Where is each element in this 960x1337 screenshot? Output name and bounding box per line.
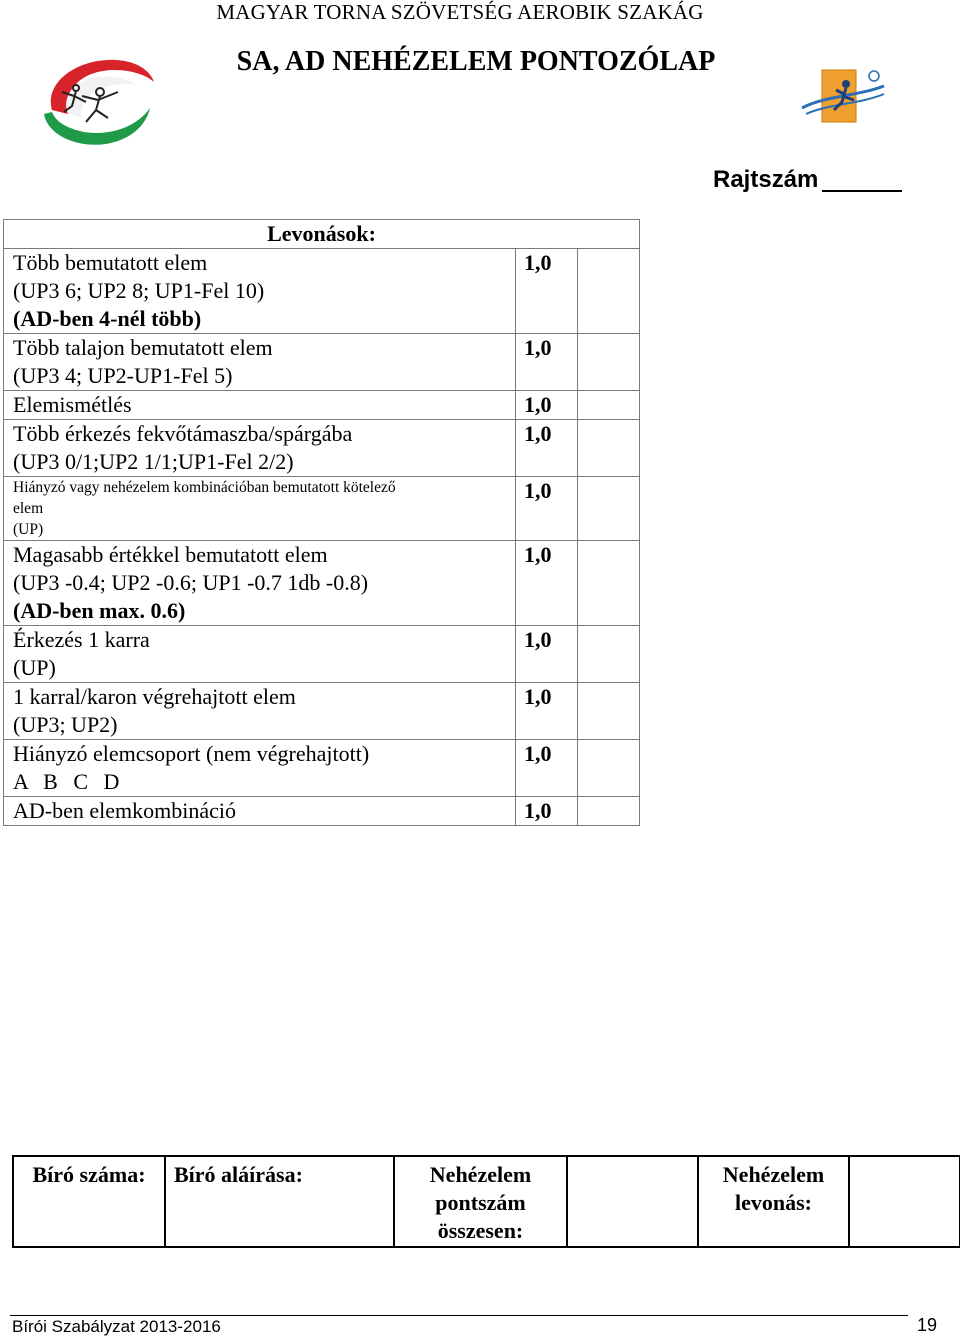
deduction-line: (UP) bbox=[13, 655, 56, 680]
deduction-row bbox=[4, 334, 640, 391]
deduction-entry-field[interactable] bbox=[578, 391, 640, 420]
deduction-line: (UP3 6; UP2 8; UP1-Fel 10) bbox=[13, 278, 265, 303]
deduction-line: Több érkezés fekvőtámaszba/spárgába bbox=[13, 421, 353, 446]
deduction-line: Elemismétlés bbox=[13, 392, 132, 417]
deduction-value: 1,0 bbox=[516, 740, 578, 797]
deduction-value: 1,0 bbox=[516, 334, 578, 391]
deduction-description bbox=[4, 249, 516, 334]
signature-table bbox=[12, 1155, 960, 1248]
judge-signature-label: Bíró aláírása: bbox=[165, 1156, 394, 1247]
deduction-line: AD-ben elemkombináció bbox=[13, 798, 236, 823]
deduction-value: 1,0 bbox=[516, 626, 578, 683]
deduction-row bbox=[4, 797, 640, 826]
deduction-value: 1,0 bbox=[516, 541, 578, 626]
deduction-entry-field[interactable] bbox=[578, 740, 640, 797]
deduction-line: Hiányzó elemcsoport (nem végrehajtott) bbox=[13, 741, 370, 766]
deduction-entry-field[interactable] bbox=[578, 249, 640, 334]
deduction-line: (UP3 0/1;UP2 1/1;UP1-Fel 2/2) bbox=[13, 449, 294, 474]
footer-title: Bírói Szabályzat 2013-2016 bbox=[12, 1317, 221, 1336]
deduction-line: (AD-ben max. 0.6) bbox=[13, 598, 186, 623]
footer-divider bbox=[10, 1315, 908, 1316]
deduction-line: (UP3 -0.4; UP2 -0.6; UP1 -0.7 1db -0.8) bbox=[13, 570, 369, 595]
deduction-row bbox=[4, 391, 640, 420]
deduction-entry-field[interactable] bbox=[578, 683, 640, 740]
deduction-entry-field[interactable] bbox=[578, 477, 640, 541]
deduction-line: Több talajon bemutatott elem bbox=[13, 335, 273, 360]
deduction-entry-field[interactable] bbox=[578, 420, 640, 477]
deductions-table bbox=[3, 219, 640, 826]
deduction-description bbox=[4, 391, 516, 420]
deduction-value: 1,0 bbox=[516, 683, 578, 740]
deduction-line: (UP) bbox=[13, 521, 44, 538]
deduction-line: A B C D bbox=[13, 769, 120, 794]
deduction-line: Több bemutatott elem bbox=[13, 250, 208, 275]
deduction-line: 1 karral/karon végrehajtott elem bbox=[13, 684, 296, 709]
deduction-row bbox=[4, 477, 640, 541]
deduction-row bbox=[4, 626, 640, 683]
deductions-header-row bbox=[4, 220, 640, 249]
deduction-entry-field[interactable] bbox=[578, 626, 640, 683]
deduction-row bbox=[4, 249, 640, 334]
deduction-row bbox=[4, 740, 640, 797]
deduction-description bbox=[4, 334, 516, 391]
judge-number-label: Bíró száma: bbox=[13, 1156, 165, 1247]
deduction-description bbox=[4, 477, 516, 541]
deduction-entry-field[interactable] bbox=[578, 334, 640, 391]
difficulty-deduction-label: Nehézelem levonás: bbox=[698, 1156, 849, 1247]
deduction-value: 1,0 bbox=[516, 391, 578, 420]
deduction-description bbox=[4, 626, 516, 683]
deduction-line: Magasabb értékkel bemutatott elem bbox=[13, 542, 328, 567]
deduction-row bbox=[4, 420, 640, 477]
deduction-line: (UP3 4; UP2-UP1-Fel 5) bbox=[13, 363, 233, 388]
deduction-row bbox=[4, 541, 640, 626]
deduction-line: (UP3; UP2) bbox=[13, 712, 118, 737]
deduction-value: 1,0 bbox=[516, 249, 578, 334]
aerobic-logo bbox=[800, 66, 886, 128]
deduction-value: 1,0 bbox=[516, 420, 578, 477]
deduction-description bbox=[4, 541, 516, 626]
start-number-label: Rajtszám bbox=[713, 166, 819, 193]
deduction-entry-field[interactable] bbox=[578, 797, 640, 826]
deduction-description bbox=[4, 740, 516, 797]
gymnastics-federation-logo bbox=[38, 52, 160, 148]
deduction-description bbox=[4, 683, 516, 740]
deductions-heading: Levonások: bbox=[4, 220, 640, 249]
page-title: SA, AD NEHÉZELEM PONTOZÓLAP bbox=[236, 46, 716, 77]
difficulty-total-label: Nehézelem pontszám összesen: bbox=[394, 1156, 567, 1247]
deduction-value: 1,0 bbox=[516, 477, 578, 541]
deduction-line: Hiányzó vagy nehézelem kombinációban bemutatott kötelező bbox=[13, 479, 396, 496]
deduction-line: elem bbox=[13, 500, 44, 517]
page-number: 19 bbox=[917, 1315, 938, 1335]
deduction-line: (AD-ben 4-nél több) bbox=[13, 306, 202, 331]
deduction-value: 1,0 bbox=[516, 797, 578, 826]
deduction-entry-field[interactable] bbox=[578, 541, 640, 626]
deduction-description bbox=[4, 797, 516, 826]
deduction-line: Érkezés 1 karra bbox=[13, 627, 150, 652]
deduction-description bbox=[4, 420, 516, 477]
deduction-row bbox=[4, 683, 640, 740]
organization-name: MAGYAR TORNA SZÖVETSÉG AEROBIK SZAKÁG bbox=[216, 0, 704, 24]
difficulty-total-field[interactable] bbox=[567, 1156, 698, 1247]
start-number-field[interactable] bbox=[822, 190, 902, 192]
difficulty-deduction-field[interactable] bbox=[849, 1156, 960, 1247]
